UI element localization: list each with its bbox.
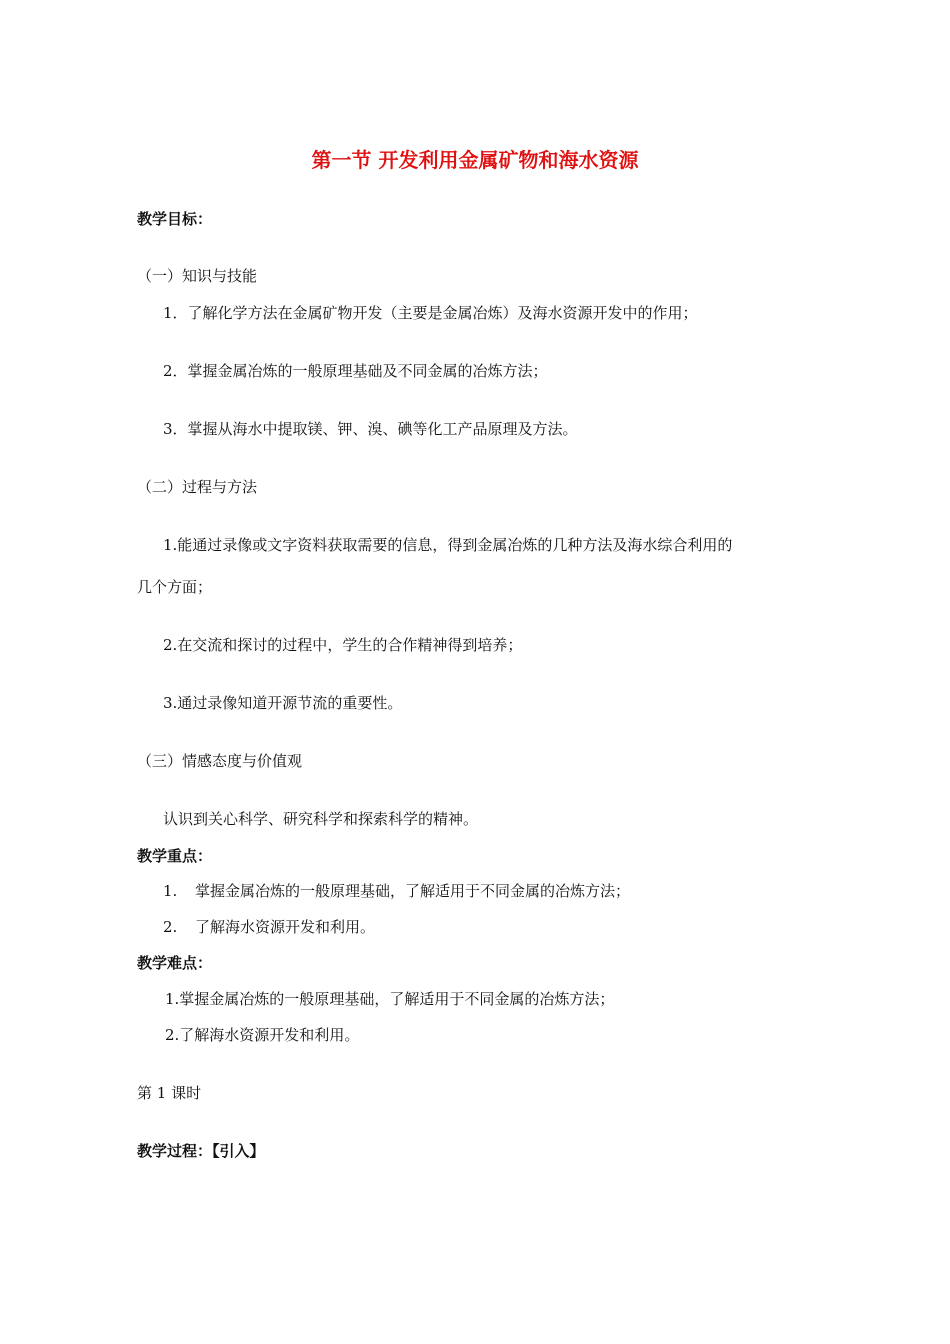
attitude-text: 认识到关心科学、研究科学和探索科学的精神。 (163, 810, 479, 828)
section-attitude-heading: （三）情感态度与价值观 (137, 752, 303, 770)
teaching-process-line (137, 1141, 265, 1161)
lesson-label: 第 1 课时 (137, 1084, 202, 1102)
process-item-2: 2.在交流和探讨的过程中，学生的合作精神得到培养； (163, 636, 523, 654)
teaching-process-heading: 教学过程： (137, 1142, 213, 1160)
difficulty-item-2: 2.了解海水资源开发和利用。 (165, 1026, 360, 1044)
process-item-1-line-1: 1.能通过录像或文字资料获取需要的信息，得到金属冶炼的几种方法及海水综合利用的 (163, 536, 733, 554)
knowledge-item-2: 2．掌握金属冶炼的一般原理基础及不同金属的冶炼方法； (163, 362, 548, 380)
key-point-1-number: 1. (163, 882, 178, 900)
difficulties-heading: 教学难点： (137, 954, 213, 972)
section-process-heading: （二）过程与方法 (137, 478, 258, 496)
section-knowledge-heading: （一）知识与技能 (137, 267, 258, 285)
difficulty-item-1: 1.掌握金属冶炼的一般原理基础，了解适用于不同金属的冶炼方法； (165, 990, 615, 1008)
knowledge-item-3: 3．掌握从海水中提取镁、钾、溴、碘等化工产品原理及方法。 (163, 420, 578, 438)
key-point-2-text: 了解海水资源开发和利用。 (195, 918, 376, 936)
process-item-1-line-2: 几个方面； (137, 578, 213, 596)
key-point-1-text: 掌握金属冶炼的一般原理基础，了解适用于不同金属的冶炼方法； (195, 882, 631, 900)
intro-label: 【引入】 (212, 1142, 265, 1160)
key-points-heading: 教学重点： (137, 847, 213, 865)
objectives-heading: 教学目标： (137, 210, 213, 228)
page-title: 第一节 开发利用金属矿物和海水资源 (311, 148, 639, 172)
key-point-2-number: 2. (163, 918, 178, 936)
knowledge-item-1: 1．了解化学方法在金属矿物开发（主要是金属冶炼）及海水资源开发中的作用； (163, 304, 698, 322)
process-item-3: 3.通过录像知道开源节流的重要性。 (163, 694, 403, 712)
